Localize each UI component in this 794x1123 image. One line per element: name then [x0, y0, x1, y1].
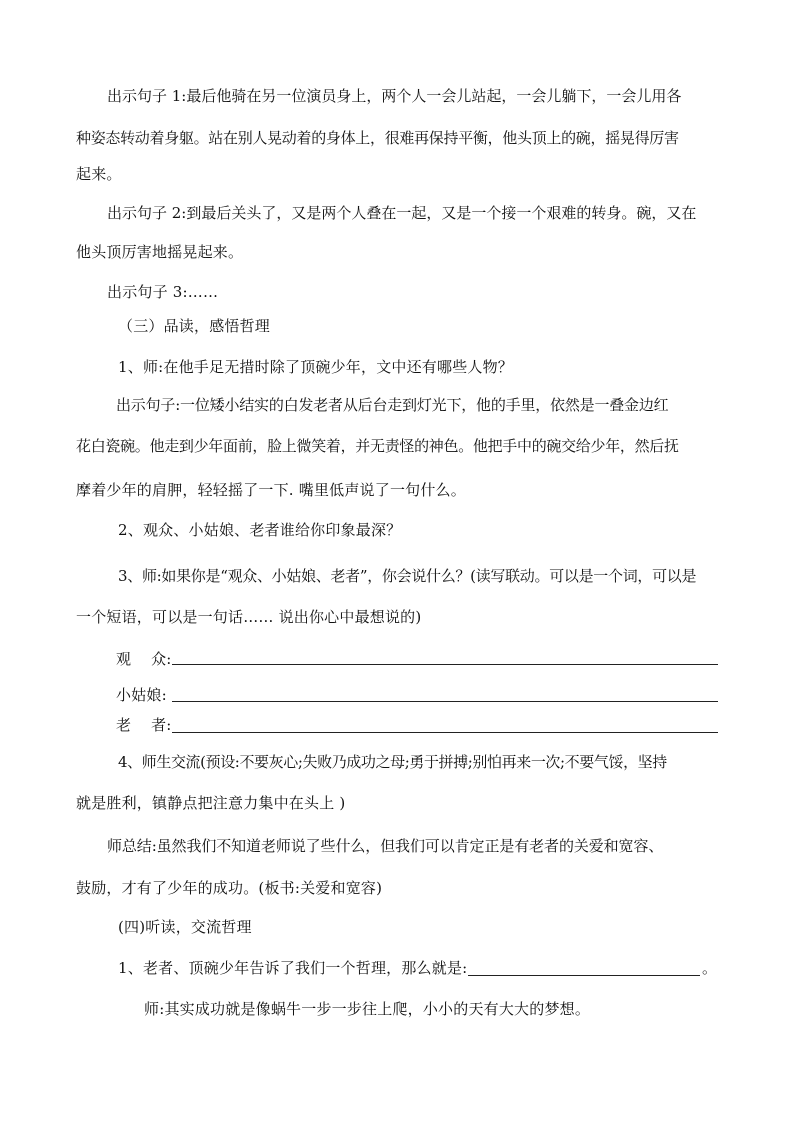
question3-line1: 3、师:如果你是“观众、小姑娘、老者”，你会说什么？(读写联动。可以是一个词，可以是 [118, 567, 697, 585]
sentence3: 出示句子 3:…… [107, 283, 219, 301]
blank-girl-label: 小姑娘: [116, 686, 167, 704]
question5-prefix: 1、老者、顶碗少年告诉了我们一个哲理，那么就是: [118, 959, 468, 977]
question3-line2: 一个短语，可以是一句话…… 说出你心中最想说的) [76, 608, 422, 626]
summary-line1: 师总结:虽然我们不知道老师说了些什么，但我们可以肯定正是有老者的关爱和宽容、 [107, 837, 664, 855]
closing-remark: 师:其实成功就是像蜗牛一步一步往上爬，小小的天有大大的梦想。 [144, 1000, 591, 1018]
section4-heading: (四)听读，交流哲理 [118, 918, 252, 936]
question2: 2、观众、小姑娘、老者谁给你印象最深？ [118, 521, 402, 539]
excerpt-line2: 花白瓷碗。他走到少年面前，脸上微笑着，并无责怪的神色。他把手中的碗交给少年，然后抚 [76, 437, 679, 455]
question4-line1: 4、师生交流(预设:不要灰心;失败乃成功之母;勇于拼搏;别怕再来一次;不要气馁，坚持 [118, 753, 667, 771]
sentence1-line1: 出示句子 1:最后他骑在另一位演员身上，两个人一会儿站起，一会儿躺下，一会儿用各 [107, 87, 682, 105]
question4-line2: 就是胜利，镇静点把注意力集中在头上 ) [76, 794, 346, 812]
sentence1-line2: 种姿态转动着身躯。站在别人晃动着的身体上，很难再保持平衡，他头顶上的碗，摇晃得厉害 [76, 129, 679, 147]
blank-audience-line[interactable] [172, 664, 718, 665]
blank-girl-line[interactable] [172, 701, 718, 702]
section3-heading: （三）品读，感悟哲理 [118, 317, 271, 335]
blank-audience-label: 观 众: [116, 650, 172, 668]
summary-line2: 鼓励，才有了少年的成功。(板书:关爱和宽容) [76, 879, 383, 897]
excerpt-line1: 出示句子:一位矮小结实的白发老者从后台走到灯光下，他的手里，依然是一叠金边红 [116, 396, 669, 414]
question5-suffix: 。 [702, 959, 718, 977]
question1: 1、师:在他手足无措时除了顶碗少年，文中还有哪些人物？ [118, 358, 513, 376]
excerpt-line3: 摩着少年的肩胛，轻轻摇了一下. 嘴里低声说了一句什么。 [76, 481, 466, 499]
sentence1-line3: 起来。 [76, 165, 122, 183]
sentence2-line1: 出示句子 2:到最后关头了，又是两个人叠在一起，又是一个接一个艰难的转身。碗，又在 [107, 204, 697, 222]
question5-blank-line[interactable] [468, 975, 700, 976]
sentence2-line2: 他头顶厉害地摇晃起来。 [76, 243, 244, 261]
blank-elder-label: 老 者: [116, 716, 172, 734]
blank-elder-line[interactable] [172, 732, 718, 733]
